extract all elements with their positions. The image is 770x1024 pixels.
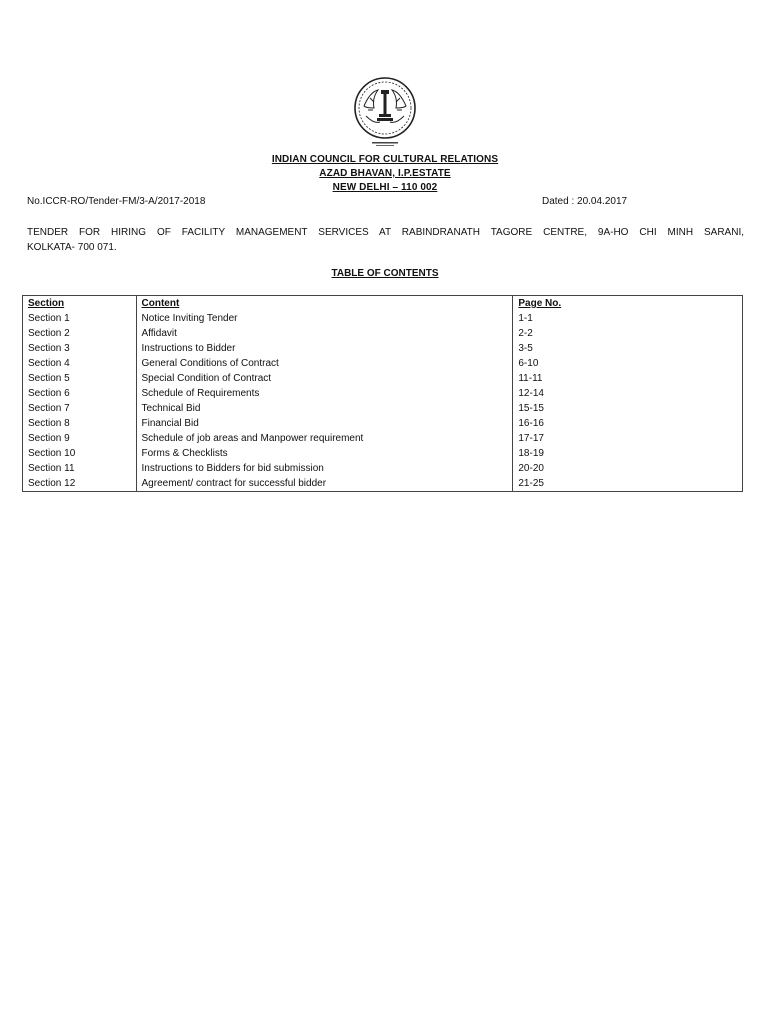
address-line-2: NEW DELHI – 110 002 (332, 182, 438, 193)
cell-section: Section 4 (23, 356, 137, 371)
table-row (23, 476, 743, 492)
table-row (23, 326, 743, 341)
table-row (23, 416, 743, 431)
header-page-no: Page No. (513, 296, 743, 312)
toc-title: TABLE OF CONTENTS (331, 268, 439, 279)
cell-section: Section 6 (23, 386, 137, 401)
cell-section: Section 10 (23, 446, 137, 461)
cell-content: Special Condition of Contract (136, 371, 513, 386)
cell-content: Agreement/ contract for successful bidder (136, 476, 513, 492)
table-row (23, 371, 743, 386)
cell-content: General Conditions of Contract (136, 356, 513, 371)
cell-page-no: 12-14 (513, 386, 743, 401)
org-name: INDIAN COUNCIL FOR CULTURAL RELATIONS (271, 154, 499, 165)
cell-page-no: 11-11 (513, 371, 743, 386)
table-row (23, 356, 743, 371)
cell-page-no: 18-19 (513, 446, 743, 461)
cell-content: Financial Bid (136, 416, 513, 431)
subject-line-1: TENDER FOR HIRING OF FACILITY MANAGEMENT SERVICES AT RABINDRANATH TAGORE CENTRE, 9A-HO CHI MINH SARANI, (27, 227, 744, 238)
cell-page-no: 21-25 (513, 476, 743, 492)
cell-page-no: 2-2 (513, 326, 743, 341)
cell-section: Section 1 (23, 311, 137, 326)
cell-section: Section 11 (23, 461, 137, 476)
address-line-1: AZAD BHAVAN, I.P.ESTATE (319, 168, 451, 179)
table-row (23, 341, 743, 356)
toc-table (22, 295, 743, 492)
cell-section: Section 3 (23, 341, 137, 356)
cell-section: Section 2 (23, 326, 137, 341)
document-date: Dated : 20.04.2017 (542, 196, 628, 207)
cell-page-no: 16-16 (513, 416, 743, 431)
cell-content: Affidavit (136, 326, 513, 341)
header-content: Content (136, 296, 513, 312)
table-row (23, 311, 743, 326)
table-row (23, 461, 743, 476)
subject-line-2: KOLKATA- 700 071. (27, 242, 117, 253)
cell-page-no: 17-17 (513, 431, 743, 446)
cell-page-no: 20-20 (513, 461, 743, 476)
cell-content: Schedule of Requirements (136, 386, 513, 401)
table-header-row (23, 296, 743, 312)
table-row (23, 446, 743, 461)
iccr-emblem-icon (350, 76, 420, 148)
table-row (23, 386, 743, 401)
cell-content: Technical Bid (136, 401, 513, 416)
table-row (23, 431, 743, 446)
cell-section: Section 12 (23, 476, 137, 492)
cell-section: Section 5 (23, 371, 137, 386)
cell-page-no: 1-1 (513, 311, 743, 326)
cell-content: Notice Inviting Tender (136, 311, 513, 326)
cell-page-no: 15-15 (513, 401, 743, 416)
table-row (23, 401, 743, 416)
cell-content: Schedule of job areas and Manpower requirement (136, 431, 513, 446)
reference-number: No.ICCR-RO/Tender-FM/3-A/2017-2018 (27, 196, 206, 207)
tender-subject (27, 225, 744, 255)
cell-section: Section 9 (23, 431, 137, 446)
cell-content: Instructions to Bidders for bid submission (136, 461, 513, 476)
header-section: Section (23, 296, 137, 312)
cell-content: Instructions to Bidder (136, 341, 513, 356)
cell-content: Forms & Checklists (136, 446, 513, 461)
cell-page-no: 3-5 (513, 341, 743, 356)
cell-section: Section 7 (23, 401, 137, 416)
cell-section: Section 8 (23, 416, 137, 431)
cell-page-no: 6-10 (513, 356, 743, 371)
